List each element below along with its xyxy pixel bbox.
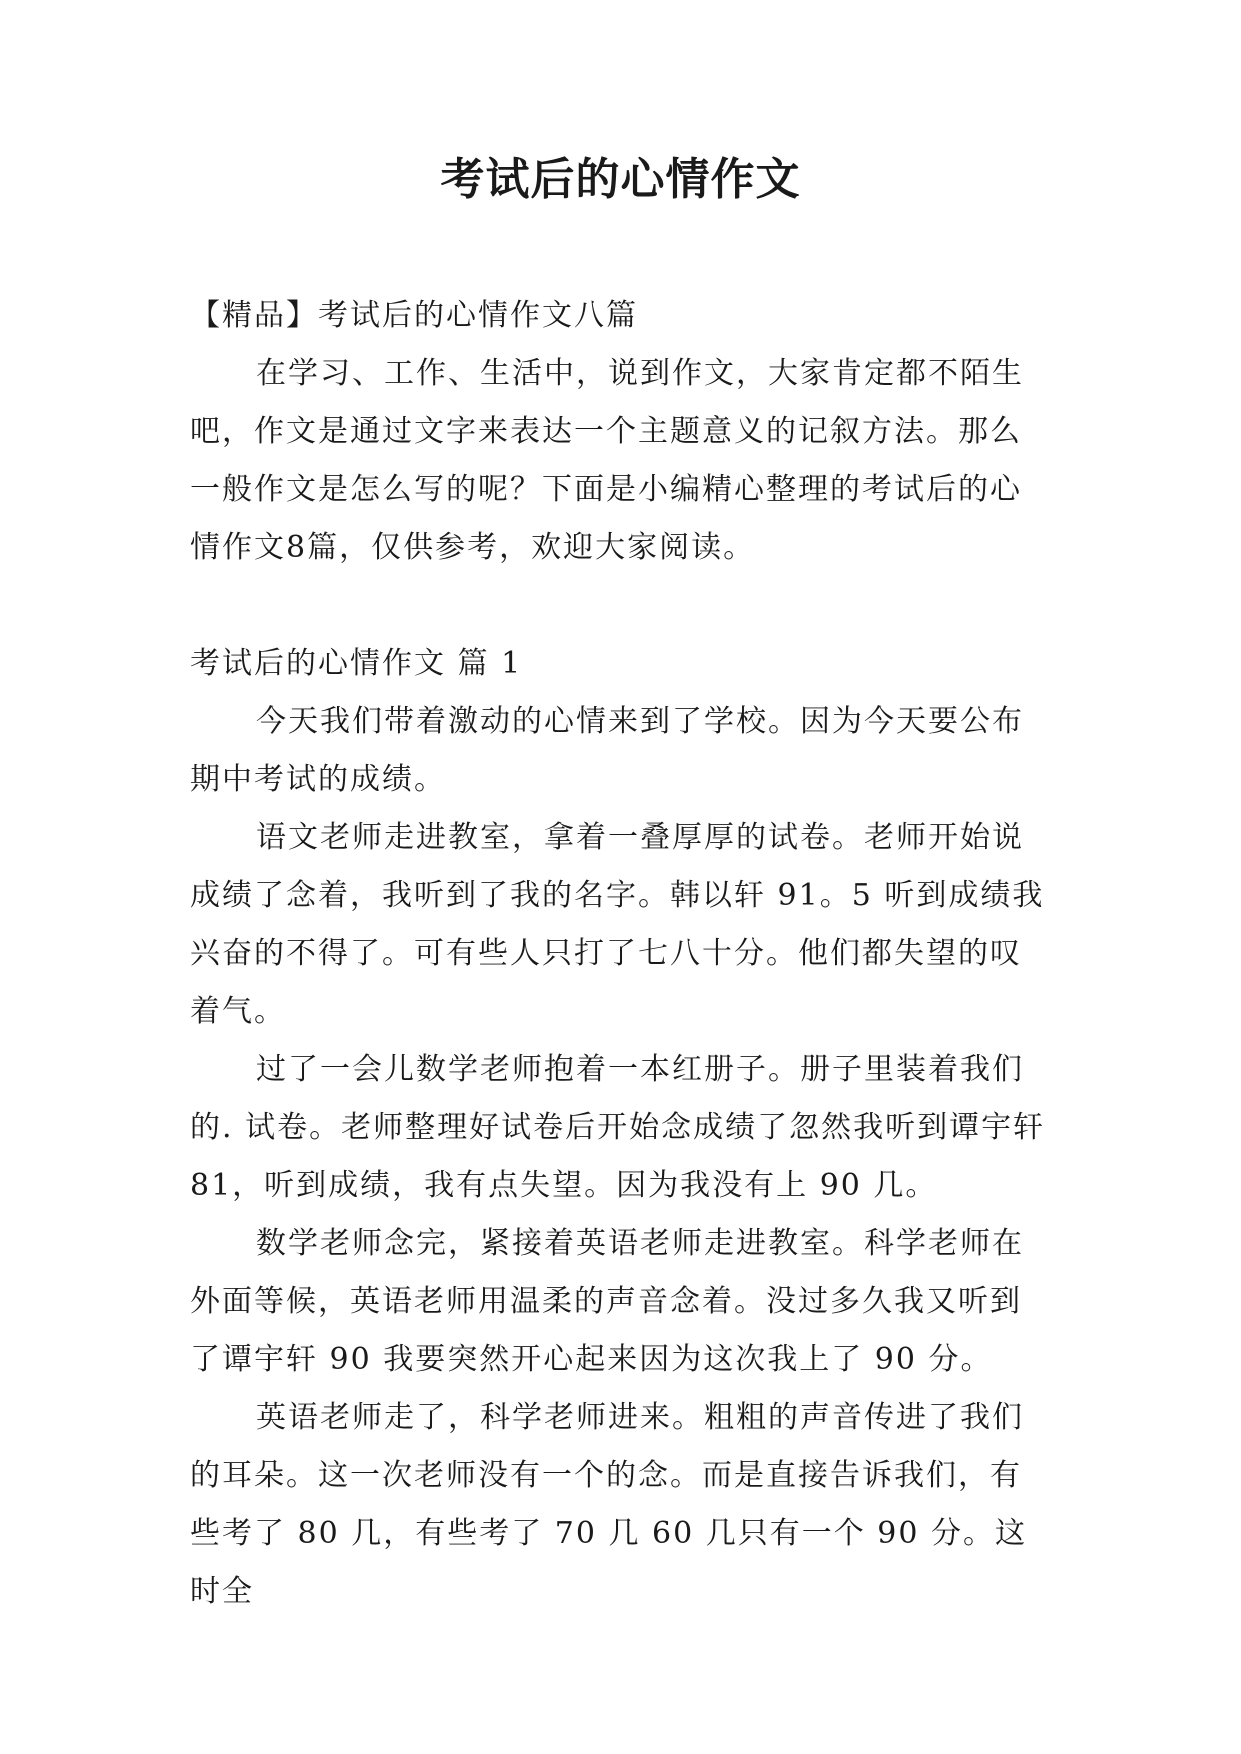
- document-title: 考试后的心情作文: [440, 154, 801, 205]
- document-subtitle: 【精品】考试后的心情作文八篇: [190, 298, 638, 333]
- body-paragraph: 过了一会儿数学老师抱着一本红册子。册子里装着我们的. 试卷。老师整理好试卷后开始念成绩了忽然我听到谭宇轩 81，听到成绩，我有点失望。因为我没有上 90 几。: [190, 1052, 1046, 1203]
- section-heading: 考试后的心情作文 篇 1: [190, 646, 523, 681]
- intro-paragraph: 在学习、工作、生活中，说到作文，大家肯定都不陌生吧，作文是通过文字来表达一个主题意义的记叙方法。那么一般作文是怎么写的呢？下面是小编精心整理的考试后的心情作文8篇，仅供参考，欢迎大家阅读。: [190, 356, 1024, 565]
- body-paragraph: 今天我们带着激动的心情来到了学校。因为今天要公布期中考试的成绩。: [190, 704, 1024, 797]
- document-body: [190, 287, 1052, 1621]
- section-spacer: [190, 577, 1052, 635]
- body-paragraph: 语文老师走进教室，拿着一叠厚厚的试卷。老师开始说成绩了念着，我听到了我的名字。韩以轩 91。5 听到成绩我兴奋的不得了。可有些人只打了七八十分。他们都失望的叹着气。: [190, 820, 1045, 1029]
- body-paragraph: 英语老师走了，科学老师进来。粗粗的声音传进了我们的耳朵。这一次老师没有一个的念。而是直接告诉我们，有些考了 80 几，有些考了 70 几 60 几只有一个 90 分。这时全: [190, 1400, 1027, 1609]
- body-paragraph: 数学老师念完，紧接着英语老师走进教室。科学老师在外面等候，英语老师用温柔的声音念着。没过多久我又听到了谭宇轩 90 我要突然开心起来因为这次我上了 90 分。: [190, 1226, 1024, 1377]
